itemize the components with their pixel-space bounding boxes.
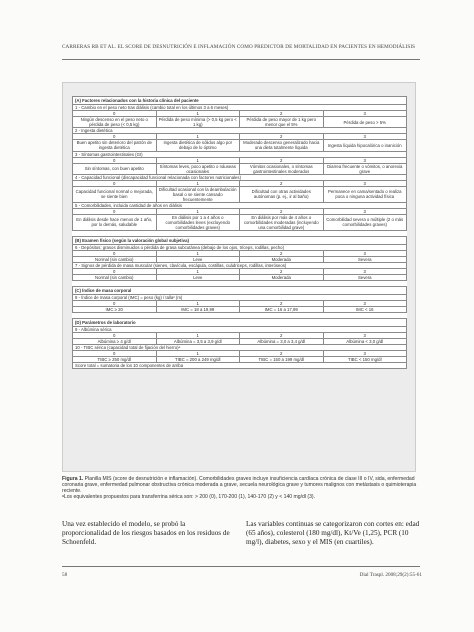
table-cell: 0 (73, 251, 157, 257)
table-cell: Vómitos ocasionales, o síntomas gastrointestinales moderados (240, 163, 324, 174)
table-row (73, 319, 407, 327)
figure-caption (62, 476, 418, 500)
table-row (73, 186, 407, 202)
table-cell: TIBC ≥ 250 mg/dl (73, 357, 157, 363)
page-number: 58 (62, 572, 68, 578)
table-cell: 1 - Cambio en el peso neto tras diálisis (cambio total en los últimos 3 a 6 meses) (73, 105, 407, 111)
table-cell: 0 (73, 333, 157, 339)
figure-label: Figura 1. (62, 476, 84, 482)
table-cell: 2 (240, 351, 324, 357)
table-cell: 2 - Ingesta dietética (73, 128, 407, 134)
table-cell: Buen apetito sin deterioro del patrón de ingesta dietética (73, 140, 157, 151)
table-row (73, 97, 407, 105)
mis-table-body (73, 97, 407, 369)
table-cell: 8 - Índice de masa corporal (IMC) = peso (kg) / talla² (m) (73, 295, 407, 301)
table-cell: IMC = 18 a 19,99 (156, 307, 240, 313)
table-cell: 2 (240, 251, 324, 257)
table-cell: Score total = sumatoria de los 10 componentes de arriba (73, 363, 407, 369)
table-cell: Leve (156, 257, 240, 263)
table-cell: 1 (156, 301, 240, 307)
table-cell: 0 (73, 301, 157, 307)
table-cell: 1 (156, 251, 240, 257)
table-cell: Albúmina ≥ 4 g/dl (73, 339, 157, 345)
table-cell: 0 (73, 111, 157, 117)
table-cell: 3 (323, 111, 407, 117)
table-cell: Severa (323, 275, 407, 281)
section-heading-cell: (B) Examen físico (según la valoración global subjetiva) (73, 237, 407, 245)
body-text-right-column: Las variables continuas se categorizaron con cortes en: edad (65 años), colesterol (180 mg/dl), Kt/Ve (1,25), PCR (10 mg/l), diabetes, sexo y el MIS (en cuartiles). (246, 520, 420, 547)
table-cell: 1 (156, 269, 240, 275)
table-row (73, 214, 407, 230)
table-cell: 1 (156, 180, 240, 186)
table-cell: Normal (sin cambio) (73, 275, 157, 281)
table-cell: 3 (323, 157, 407, 163)
table-cell: Ningún descenso en el peso neto o pérdida de peso (< 0,5 kg) (73, 117, 157, 128)
table-cell: 2 (240, 208, 324, 214)
table-cell: Diarrea frecuente o vómitos, o anorexia grave (323, 163, 407, 174)
table-cell: TIBC < 150 mg/dl (323, 357, 407, 363)
table-cell: Síntomas leves, poco apetito o náuseas ocasionales (156, 163, 240, 174)
table-cell: 2 (240, 180, 324, 186)
table-row (73, 287, 407, 295)
table-cell: 2 (240, 134, 324, 140)
table-cell: Pérdida de peso > 5% (323, 117, 407, 128)
table-cell: En diálisis por más de 4 años o comorbilidades moderadas (incluyendo una comorbilidad grave) (240, 214, 324, 230)
table-cell: 2 (240, 157, 324, 163)
table-cell: IMC < 16 (323, 307, 407, 313)
journal-reference: Dial Traspl. 2008;29(2):55-61 (359, 572, 422, 578)
table-cell: Albúmina < 3,0 g/dl (323, 339, 407, 345)
table-row (73, 163, 407, 174)
figure-caption-text: Planilla MIS (score de desnutrición e inflamación). Comorbilidades graves incluye insuficiencia cardíaca crónica de clase III o IV, sida, enfermedad coronaria grave, enfermedad pulmonar obstructiva crónica moderada a grave, secuela neurológica grave y tumores malignos con metástasis o quimioterapia reciente. (62, 476, 417, 494)
table-cell: Dificultad con otras actividades autónomas (p. ej., ir al baño) (240, 186, 324, 202)
table-cell: 0 (73, 134, 157, 140)
body-text-left-column: Una vez establecido el modelo, se probó la proporcionalidad de los riesgos basados en los residuos de Schoenfeld. (62, 520, 230, 547)
table-cell: 1 (156, 208, 240, 214)
table-cell: Severa (323, 257, 407, 263)
table-cell: 3 (323, 301, 407, 307)
table-cell: 3 (323, 269, 407, 275)
table-cell: Capacidad funcional normal o mejorada, se siente bien (73, 186, 157, 202)
table-cell: 3 (323, 351, 407, 357)
table-cell: Albúmina = 3,0 a 3,4 g/dl (240, 339, 324, 345)
table-cell: Permanece en cama/sentado o realiza poca o ninguna actividad física (323, 186, 407, 202)
table-cell: IMC ≥ 20 (73, 307, 157, 313)
table-cell: IMC = 16 a 17,99 (240, 307, 324, 313)
table-cell: Albúmina = 3,5 a 3,9 g/dl (156, 339, 240, 345)
table-cell: 1 (156, 157, 240, 163)
table-cell: 0 (73, 208, 157, 214)
table-cell: 0 (73, 269, 157, 275)
table-cell: 5 - Comorbilidades, incluida cantidad de años en diálisis (73, 202, 407, 208)
table-cell: 3 (323, 208, 407, 214)
table-cell: 3 (323, 251, 407, 257)
table-cell: Ingesta líquida hipocalórica o inanición (323, 140, 407, 151)
table-cell: 0 (73, 351, 157, 357)
section-heading-cell: (C) Índice de masa corporal (73, 287, 407, 295)
table-cell: 10 - TIBC sérica (capacidad total de fijación del hierro)ᵃ (73, 345, 407, 351)
table-row (73, 117, 407, 128)
table-cell: Pérdida de peso mínima (> 0,5 kg pero < 1 kg) (156, 117, 240, 128)
table-cell: 9 - Albúmina sérica (73, 327, 407, 333)
table-row (73, 237, 407, 245)
table-row (73, 363, 407, 369)
table-cell: 1 (156, 333, 240, 339)
table-cell: Moderada (240, 257, 324, 263)
table-cell: 6 - Depósitos; grasos disminuidos o pérdida de grasa subcutánea (debajo de los ojos, tríceps, rodillas, pecho) (73, 245, 407, 251)
table-cell: TIBC = 200 a 249 mg/dl (156, 357, 240, 363)
table-cell: 7 - Signos de pérdida de masa muscular (sienes, clavícula, escápula, costillas, cuádriceps, rodillas, interóseos) (73, 263, 407, 269)
table-cell: 3 (323, 134, 407, 140)
table-cell: Normal (sin cambio) (73, 257, 157, 263)
figure-footnote: ᵃLos equivalentes propuestos para transferrina sérica son: > 200 (0), 170-200 (1), 140-170 (2) y < 140 mg/dl (3). (62, 494, 316, 500)
table-cell: Leve (156, 275, 240, 281)
header-rule (62, 59, 420, 60)
table-cell: 1 (156, 134, 240, 140)
footer-rule (62, 566, 420, 567)
table-cell: 0 (73, 180, 157, 186)
table-cell: Comorbilidad severa o múltiple (2 o más comorbilidades graves) (323, 214, 407, 230)
table-cell: En diálisis por 1 a 4 años o comorbilidades leves (excluyendo comorbilidades graves) (156, 214, 240, 230)
table-cell: 0 (73, 157, 157, 163)
table-cell: 3 (323, 180, 407, 186)
table-cell: Moderada (240, 275, 324, 281)
table-cell: Moderado descenso generalizado hacia una dieta totalmente líquida (240, 140, 324, 151)
section-heading-cell: (A) Factores relacionados con la historia clínica del paciente (73, 97, 407, 105)
table-cell: 2 (240, 111, 324, 117)
table-cell: TIBC = 150 a 199 mg/dl (240, 357, 324, 363)
table-row (73, 140, 407, 151)
table-cell: 3 (323, 333, 407, 339)
table-cell: Dificultad ocasional con la deambulación basal o se siente cansado frecuentemente (156, 186, 240, 202)
section-heading-cell: (D) Parámetros de laboratorio (73, 319, 407, 327)
running-head: CARRERAS RB ET AL. EL SCORE DE DESNUTRICIÓN E INFLAMACIÓN COMO PREDICTOR DE MORTALIDAD EN PACIENTES EN HEMODIÁLISIS (62, 44, 416, 50)
table-cell: En diálisis desde hace menos de 1 año, por lo demás, saludable (73, 214, 157, 230)
table-cell: Pérdida de peso mayor de 1 kg pero menor que el 5% (240, 117, 324, 128)
table-cell: 4 - Capacidad funcional (discapacidad funcional relacionada con factores nutricionales) (73, 174, 407, 180)
table-cell: 2 (240, 333, 324, 339)
table-cell: Sin síntomas, con buen apetito (73, 163, 157, 174)
table-cell: 2 (240, 301, 324, 307)
table-cell: 1 (156, 351, 240, 357)
table-cell: 2 (240, 269, 324, 275)
table-cell: Ingesta dietética de sólidos algo por debajo de lo óptimo (156, 140, 240, 151)
table-cell: 3 - Síntomas gastrointestinales (GI) (73, 151, 407, 157)
mis-score-table (72, 96, 407, 369)
table-cell: 1 (156, 111, 240, 117)
